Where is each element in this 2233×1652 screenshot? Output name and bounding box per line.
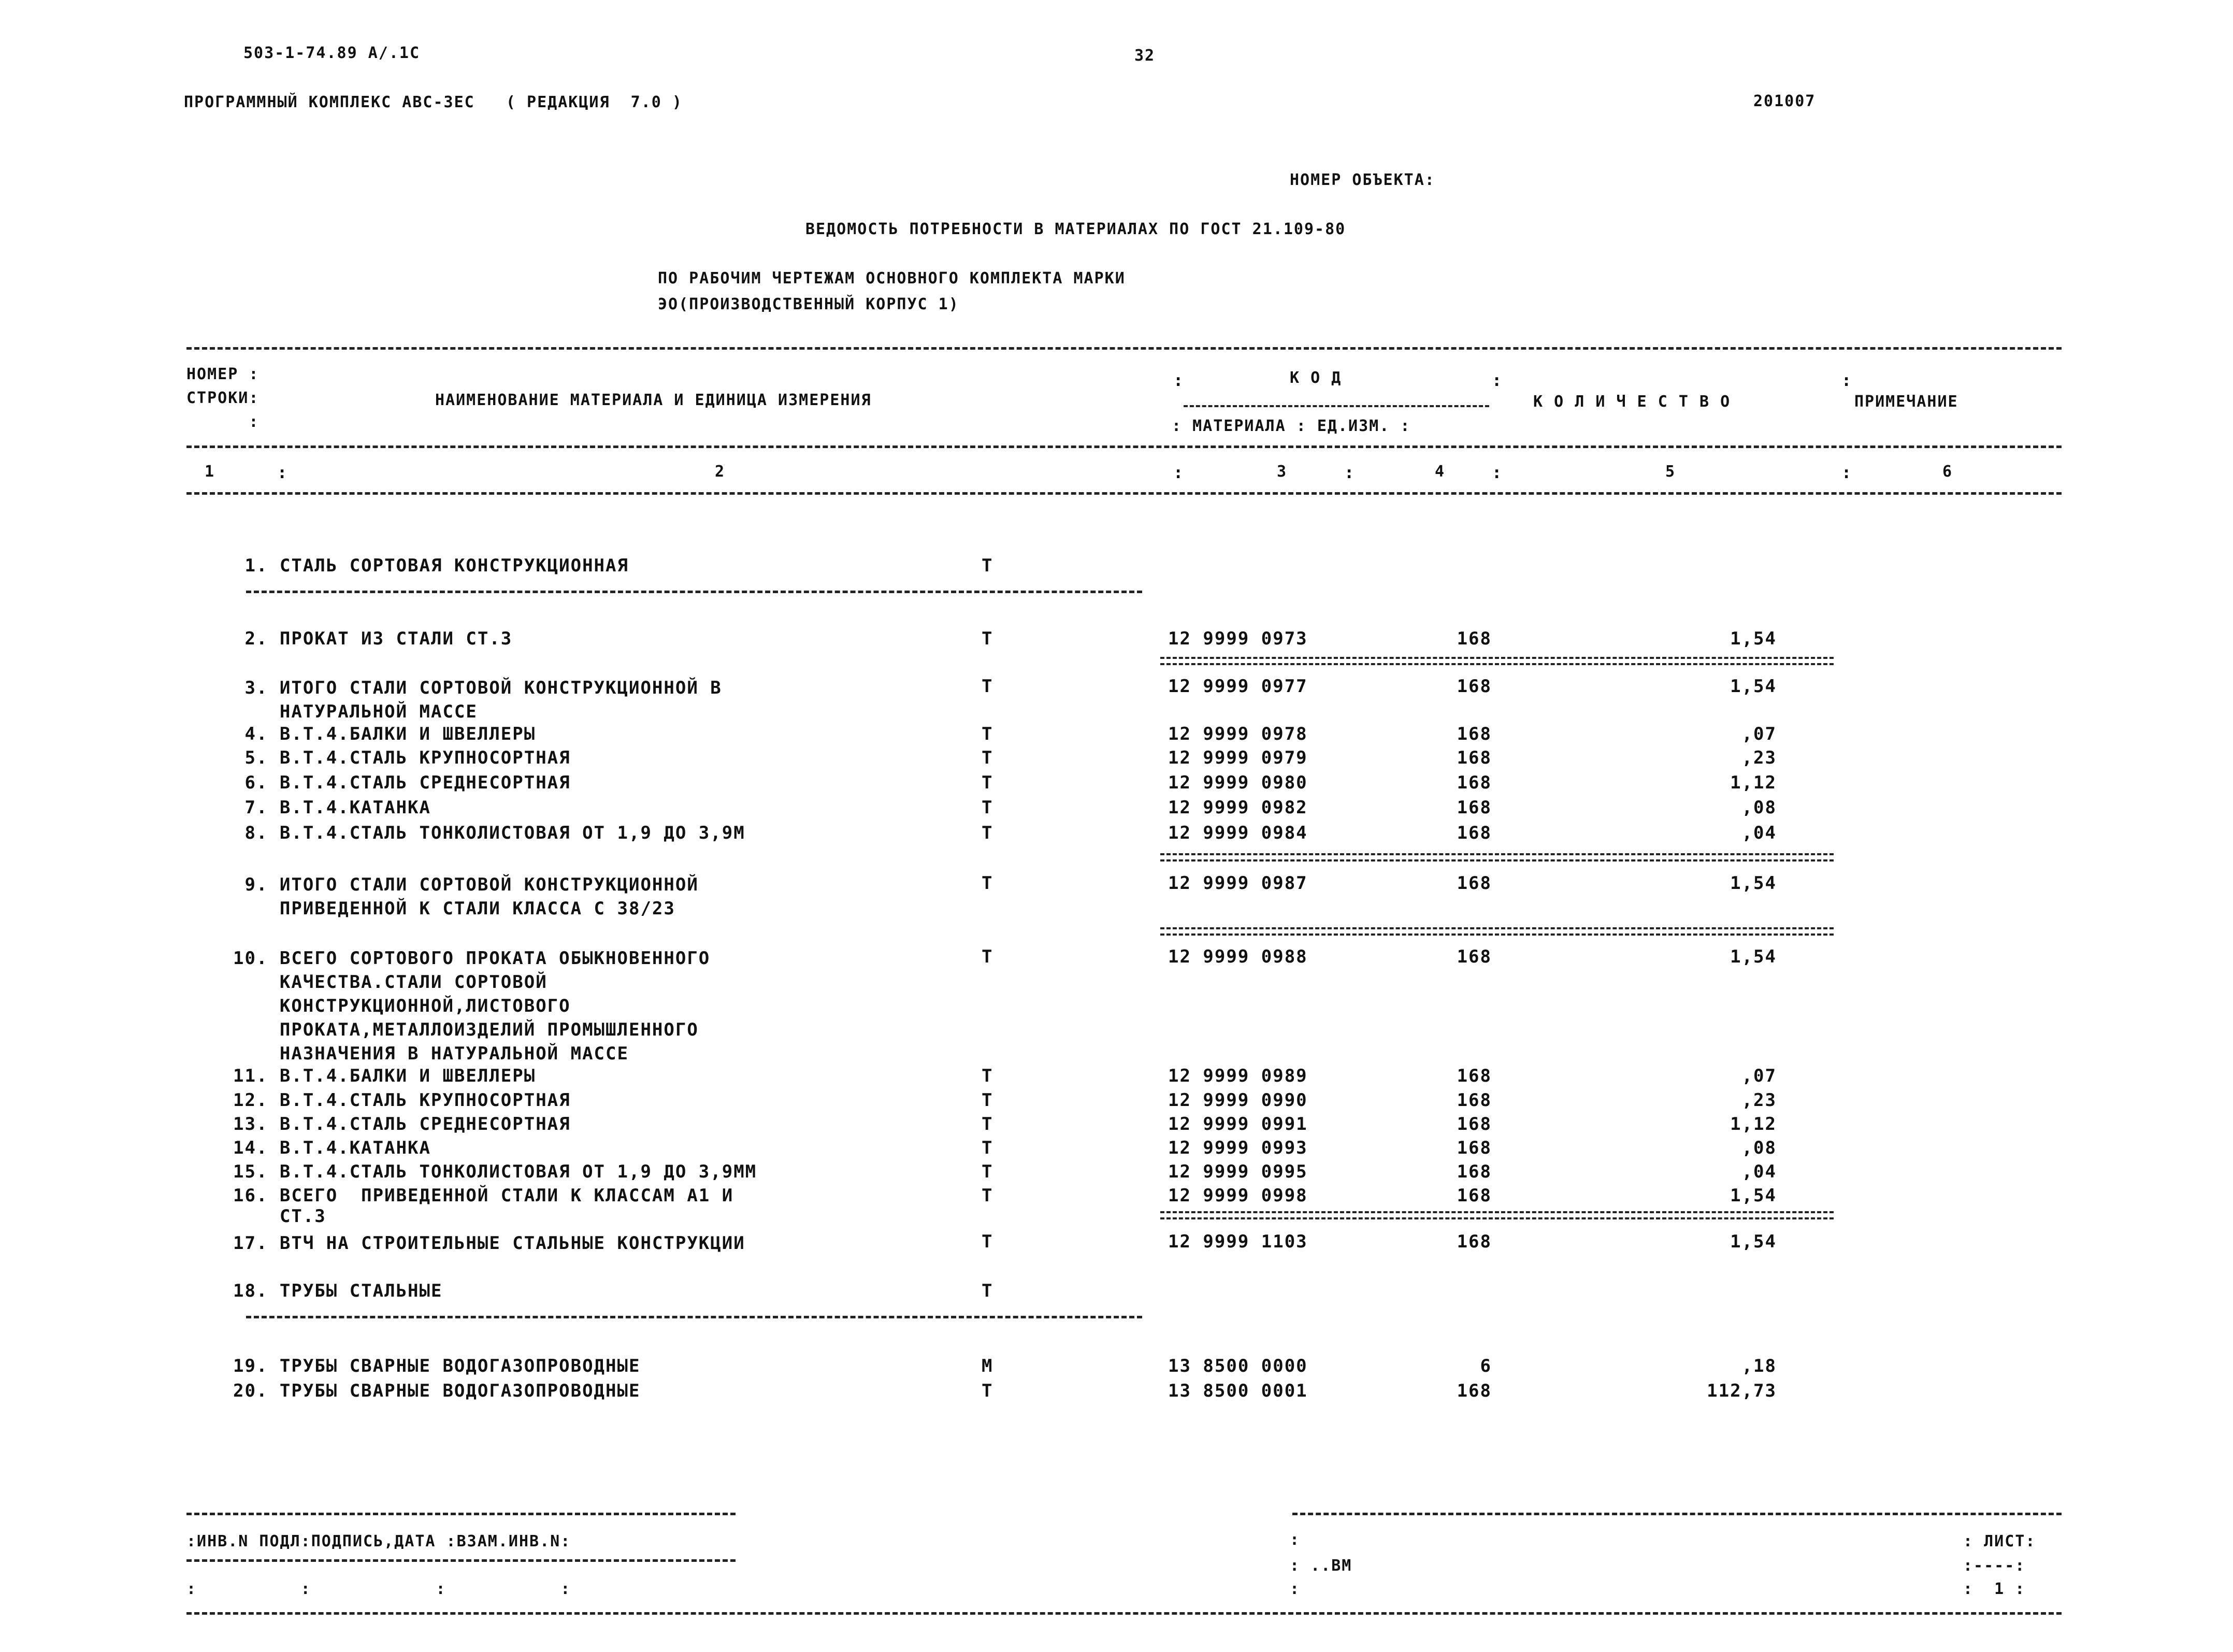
- row-name: 15. В.Т.4.СТАЛЬ ТОНКОЛИСТОВАЯ ОТ 1,9 ДО 3,9ММ: [233, 1161, 757, 1182]
- row-ed: 168: [1457, 628, 1492, 649]
- row-code: 12 9999 0998: [1168, 1185, 1308, 1206]
- row-code: 12 9999 0989: [1168, 1066, 1308, 1086]
- total-rule: [1160, 657, 1834, 665]
- header-row-number: НОМЕР : СТРОКИ: :: [186, 365, 260, 431]
- section-rule: [246, 1316, 1142, 1318]
- row-code: 12 9999 0993: [1168, 1138, 1308, 1158]
- header-separator: :: [1344, 463, 1355, 482]
- footer-bottom-rule: [186, 1612, 2062, 1615]
- object-number-label: НОМЕР ОБЪЕКТА:: [1290, 171, 1435, 189]
- row-ed: 168: [1457, 724, 1492, 744]
- row-code: 12 9999 0995: [1168, 1161, 1308, 1182]
- row-ed: 168: [1457, 1138, 1492, 1158]
- row-ed: 168: [1457, 676, 1492, 697]
- row-qty: ,18: [1741, 1356, 1777, 1376]
- row-name: 14. В.Т.4.КАТАНКА: [233, 1138, 431, 1158]
- header-code-rule: [1184, 405, 1489, 407]
- row-qty: ,08: [1741, 1138, 1777, 1158]
- row-name: 2. ПРОКАТ ИЗ СТАЛИ СТ.3: [233, 628, 513, 649]
- row-qty: ,07: [1741, 724, 1777, 744]
- column-number-5: 5: [1665, 463, 1676, 481]
- footer-right-mark: :: [1290, 1531, 1301, 1549]
- row-qty: 1,54: [1730, 873, 1777, 894]
- document-code: 503-1-74.89 А/.1С: [243, 44, 421, 62]
- row-qty: ,04: [1741, 1161, 1777, 1182]
- row-name: 11. В.Т.4.БАЛКИ И ШВЕЛЛЕРЫ: [233, 1066, 536, 1086]
- row-qty: ,04: [1741, 823, 1777, 843]
- row-qty: 1,12: [1730, 1114, 1777, 1134]
- statement-title: ВЕДОМОСТЬ ПОТРЕБНОСТИ В МАТЕРИАЛАХ ПО ГОСТ 21.109-80: [805, 220, 1346, 238]
- row-unit: Т: [982, 748, 993, 768]
- row-unit: М: [982, 1356, 993, 1376]
- column-number-3: 3: [1277, 463, 1288, 481]
- row-ed: 168: [1457, 1161, 1492, 1182]
- row-code: 12 9999 0988: [1168, 946, 1308, 967]
- row-qty: 112,73: [1707, 1381, 1777, 1401]
- row-ed: 168: [1457, 1090, 1492, 1111]
- page-number: 32: [1134, 47, 1156, 65]
- header-note: ПРИМЕЧАНИЕ: [1854, 393, 1958, 411]
- row-name: 1. СТАЛЬ СОРТОВАЯ КОНСТРУКЦИОННАЯ: [233, 555, 629, 576]
- header-separator: :: [1173, 463, 1184, 482]
- row-name: 9. ИТОГО СТАЛИ СОРТОВОЙ КОНСТРУКЦИОННОЙ ПРИВЕДЕННОЙ К СТАЛИ КЛАССА С 38/23: [244, 874, 699, 919]
- row-code: 13 8500 0000: [1168, 1356, 1308, 1376]
- row-unit: Т: [982, 628, 993, 649]
- row-qty: 1,54: [1730, 1185, 1777, 1206]
- row-ed: 6: [1480, 1356, 1492, 1376]
- date-code: 201007: [1753, 92, 1816, 110]
- row-unit: Т: [982, 873, 993, 894]
- row-ed: 168: [1457, 1185, 1492, 1206]
- header-separator: :: [1841, 463, 1852, 482]
- header-separator: :: [277, 463, 287, 482]
- column-number-1: 1: [205, 463, 215, 481]
- row-qty: 1,54: [1730, 628, 1777, 649]
- header-bottom-rule: [186, 492, 2062, 495]
- row-ed: 168: [1457, 772, 1492, 793]
- row-unit: Т: [982, 823, 993, 843]
- row-name: 20. ТРУБЫ СВАРНЫЕ ВОДОГАЗОПРОВОДНЫЕ: [233, 1381, 641, 1401]
- header-separator: :: [1173, 370, 1184, 390]
- header-separator: :: [1492, 370, 1502, 390]
- header-quantity: К О Л И Ч Е С Т В О: [1533, 393, 1731, 411]
- total-rule: [1160, 853, 1834, 861]
- row-code: 12 9999 1103: [1168, 1231, 1308, 1252]
- header-top-rule: [186, 347, 2062, 350]
- row-unit: Т: [982, 1231, 993, 1252]
- row-name: 13. В.Т.4.СТАЛЬ СРЕДНЕСОРТНАЯ: [233, 1114, 571, 1134]
- footer-right-mark: :: [1290, 1580, 1301, 1598]
- header-separator: :: [1841, 370, 1852, 390]
- total-rule: [1160, 927, 1834, 936]
- row-ed: 168: [1457, 1114, 1492, 1134]
- sheet-separator: :----:: [1963, 1557, 2026, 1575]
- row-code: 12 9999 0991: [1168, 1114, 1308, 1134]
- row-ed: 168: [1457, 823, 1492, 843]
- footer-left-header: :ИНВ.N ПОДЛ:ПОДПИСЬ,ДАТА :ВЗАМ.ИНВ.N:: [186, 1532, 571, 1550]
- row-unit: Т: [982, 1114, 993, 1134]
- row-name: 4. В.Т.4.БАЛКИ И ШВЕЛЛЕРЫ: [233, 724, 536, 744]
- row-unit: Т: [982, 1138, 993, 1158]
- row-unit: Т: [982, 1066, 993, 1086]
- row-unit: Т: [982, 1090, 993, 1111]
- total-rule: [1160, 1211, 1834, 1219]
- header-material: : МАТЕРИАЛА : ЕД.ИЗМ. :: [1172, 417, 1411, 435]
- row-name: 10. ВСЕГО СОРТОВОГО ПРОКАТА ОБЫКНОВЕННОГО КАЧЕСТВА.СТАЛИ СОРТОВОЙ КОНСТРУКЦИОННОЙ,ЛИСТОВОГО ПРОКАТА,МЕТАЛЛОИЗДЕЛИЙ ПРОМЫШЛЕННОГО НАЗНАЧЕНИЯ В НАТУРАЛЬНОЙ МАССЕ: [233, 948, 711, 1064]
- row-unit: Т: [982, 1185, 993, 1206]
- row-code: 12 9999 0984: [1168, 823, 1308, 843]
- row-unit: Т: [982, 1281, 993, 1301]
- row-code: 12 9999 0973: [1168, 628, 1308, 649]
- row-ed: 168: [1457, 1066, 1492, 1086]
- row-code: 12 9999 0979: [1168, 748, 1308, 768]
- program-name: ПРОГРАММНЫЙ КОМПЛЕКС АВС-3ЕС ( РЕДАКЦИЯ 7.0 ): [184, 93, 683, 111]
- footer-rule: [186, 1559, 736, 1562]
- row-unit: Т: [982, 724, 993, 744]
- header-mid-rule: [186, 446, 2062, 448]
- row-code: 12 9999 0980: [1168, 772, 1308, 793]
- row-ed: 168: [1457, 1231, 1492, 1252]
- row-name: 5. В.Т.4.СТАЛЬ КРУПНОСОРТНАЯ: [233, 748, 571, 768]
- header-name: НАИМЕНОВАНИЕ МАТЕРИАЛА И ЕДИНИЦА ИЗМЕРЕНИЯ: [435, 391, 872, 409]
- row-name: 16. ВСЕГО ПРИВЕДЕННОЙ СТАЛИ К КЛАССАМ А1 И СТ.3: [233, 1185, 734, 1227]
- row-ed: 168: [1457, 946, 1492, 967]
- column-number-2: 2: [715, 463, 726, 481]
- row-unit: Т: [982, 1161, 993, 1182]
- row-ed: 168: [1457, 748, 1492, 768]
- row-name: 7. В.Т.4.КАТАНКА: [233, 797, 431, 818]
- row-code: 12 9999 0977: [1168, 676, 1308, 697]
- row-unit: Т: [982, 946, 993, 967]
- row-ed: 168: [1457, 873, 1492, 894]
- row-name: 19. ТРУБЫ СВАРНЫЕ ВОДОГАЗОПРОВОДНЫЕ: [233, 1356, 641, 1376]
- drawings-line-1: ПО РАБОЧИМ ЧЕРТЕЖАМ ОСНОВНОГО КОМПЛЕКТА МАРКИ: [658, 269, 1126, 288]
- drawings-line-2: ЭО(ПРОИЗВОДСТВЕННЫЙ КОРПУС 1): [658, 295, 959, 313]
- row-name: 18. ТРУБЫ СТАЛЬНЫЕ: [233, 1281, 443, 1301]
- row-ed: 168: [1457, 1381, 1492, 1401]
- row-qty: 1,54: [1730, 1231, 1777, 1252]
- row-unit: Т: [982, 772, 993, 793]
- row-unit: Т: [982, 797, 993, 818]
- footer-rule: [1292, 1513, 2062, 1515]
- row-code: 12 9999 0982: [1168, 797, 1308, 818]
- row-qty: 1,12: [1730, 772, 1777, 793]
- row-code: 12 9999 0978: [1168, 724, 1308, 744]
- header-code: К О Д: [1290, 369, 1342, 387]
- row-qty: ,07: [1741, 1066, 1777, 1086]
- row-code: 12 9999 0987: [1168, 873, 1308, 894]
- row-ed: 168: [1457, 797, 1492, 818]
- sheet-label: : ЛИСТ:: [1963, 1532, 2036, 1550]
- row-name: 17. ВТЧ НА СТРОИТЕЛЬНЫЕ СТАЛЬНЫЕ КОНСТРУКЦИИ: [233, 1233, 745, 1254]
- footer-rule: [186, 1513, 736, 1515]
- row-name: 3. ИТОГО СТАЛИ СОРТОВОЙ КОНСТРУКЦИОННОЙ В НАТУРАЛЬНОЙ МАССЕ: [244, 678, 722, 722]
- row-code: 12 9999 0990: [1168, 1090, 1308, 1111]
- row-qty: ,08: [1741, 797, 1777, 818]
- column-number-6: 6: [1942, 463, 1953, 481]
- row-qty: ,23: [1741, 1090, 1777, 1111]
- row-unit: Т: [982, 676, 993, 697]
- row-qty: ,23: [1741, 748, 1777, 768]
- footer-right-code: : ..ВМ: [1290, 1557, 1352, 1575]
- row-name: 8. В.Т.4.СТАЛЬ ТОНКОЛИСТОВАЯ ОТ 1,9 ДО 3,9М: [233, 823, 745, 843]
- row-name: 12. В.Т.4.СТАЛЬ КРУПНОСОРТНАЯ: [233, 1090, 571, 1111]
- sheet-number: : 1 :: [1963, 1580, 2026, 1598]
- section-rule: [246, 591, 1142, 593]
- row-unit: Т: [982, 555, 993, 576]
- row-qty: 1,54: [1730, 946, 1777, 967]
- header-separator: :: [1492, 463, 1502, 482]
- row-code: 13 8500 0001: [1168, 1381, 1308, 1401]
- row-name: 6. В.Т.4.СТАЛЬ СРЕДНЕСОРТНАЯ: [233, 772, 571, 793]
- row-qty: 1,54: [1730, 676, 1777, 697]
- column-number-4: 4: [1435, 463, 1446, 481]
- footer-left-cells: : : : :: [186, 1580, 571, 1598]
- row-unit: Т: [982, 1381, 993, 1401]
